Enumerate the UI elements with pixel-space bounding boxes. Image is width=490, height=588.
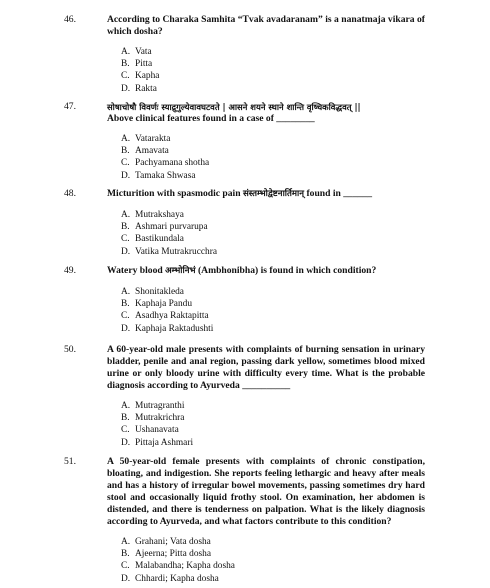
option-a[interactable]: A. Grahani; Vata dosha	[121, 537, 211, 547]
question-number: 50.	[64, 344, 76, 355]
option-list	[121, 209, 217, 258]
question-text: According to Charaka Samhita “Tvak avadaranam” is a nanatmaja vikara of which dosha?	[107, 14, 425, 37]
option-list	[121, 133, 209, 182]
option-c[interactable]: C. Malabandha; Kapha dosha	[121, 561, 235, 572]
question-text-line: Above clinical features found in a case of ________	[107, 113, 315, 124]
sanskrit-term: संस्तम्भोद्वेष्टनार्तिमान्	[242, 189, 305, 199]
option-c[interactable]: C. Asadhya Raktapitta	[121, 311, 209, 322]
option-b[interactable]: B. Kaphaja Pandu	[121, 299, 193, 310]
question-text: A 60-year-old male presents with complaints of burning sensation in urinary bladder, penile and anal region, passing dark yellow, sometimes blood mixed urine or only bloody urine with difficulty every time. What is the probable diagnosis according to Ayurveda __________	[107, 344, 425, 391]
option-list	[121, 46, 159, 95]
option-c[interactable]: C. Bastikundala	[121, 234, 184, 245]
question-number: 48.	[64, 188, 76, 199]
question-number: 46.	[64, 14, 76, 25]
option-b[interactable]: B. Amavata	[121, 146, 169, 157]
option-d[interactable]: D. Pittaja Ashmari	[121, 437, 194, 448]
question-number: 47.	[64, 101, 76, 112]
option-c[interactable]: C. Kapha	[121, 71, 160, 82]
question-text	[107, 188, 437, 200]
question-text	[107, 101, 437, 125]
option-a[interactable]: A. Vatarakta	[121, 134, 171, 144]
question-text-prefix: Micturition with spasmodic pain	[107, 188, 243, 199]
option-list	[121, 286, 213, 335]
option-a[interactable]: A. Shonitakleda	[121, 287, 184, 297]
option-a[interactable]: A. Mutrakshaya	[121, 210, 184, 220]
option-c[interactable]: C. Ushanavata	[121, 425, 179, 436]
question-text	[107, 265, 437, 277]
option-a[interactable]: A. Mutragranthi	[121, 401, 185, 411]
option-b[interactable]: B. Ajeerna; Pitta dosha	[121, 549, 212, 560]
option-b[interactable]: B. Mutrakrichra	[121, 413, 185, 424]
sanskrit-verse: सोषाचोषौ विवर्णः स्याद्रुगुल्येवावघटवते | आसने शयने स्थाने शान्ति वृष्चिकविद्धवत् ||	[107, 102, 361, 112]
option-list	[121, 536, 235, 585]
option-d[interactable]: D. Rakta	[121, 83, 157, 94]
option-b[interactable]: B. Pitta	[121, 59, 153, 70]
option-d[interactable]: D. Chhardi; Kapha dosha	[121, 573, 219, 584]
question-text-prefix: Watery blood	[107, 265, 166, 276]
sanskrit-term: अम्भोनिभं	[165, 266, 196, 276]
option-c[interactable]: C. Pachyamana shotha	[121, 158, 210, 169]
question-text: A 50-year-old female presents with complaints of chronic constipation, bloating, and indigestion. She reports feeling lethargic and heavy after meals and has a history of irregular bowel movements, passing sometimes dry hard stool and occasionally liquid frothy stool. On examination, her abdomen is distended, and there is tenderness on palpation. What is the likely diagnosis according to Ayurveda, and what factors contribute to this condition?	[107, 456, 425, 527]
option-list	[121, 400, 193, 449]
option-d[interactable]: D. Vatika Mutrakrucchra	[121, 246, 217, 257]
option-d[interactable]: D. Tamaka Shwasa	[121, 170, 196, 181]
question-number: 49.	[64, 265, 76, 276]
option-a[interactable]: A. Vata	[121, 47, 152, 57]
question-number: 51.	[64, 456, 76, 467]
question-text-suffix: (Ambhonibha) is found in which condition?	[195, 265, 377, 276]
option-b[interactable]: B. Ashmari purvarupa	[121, 222, 208, 233]
option-d[interactable]: D. Kaphaja Raktadushti	[121, 323, 214, 334]
question-text-suffix: found in ______	[304, 188, 373, 199]
